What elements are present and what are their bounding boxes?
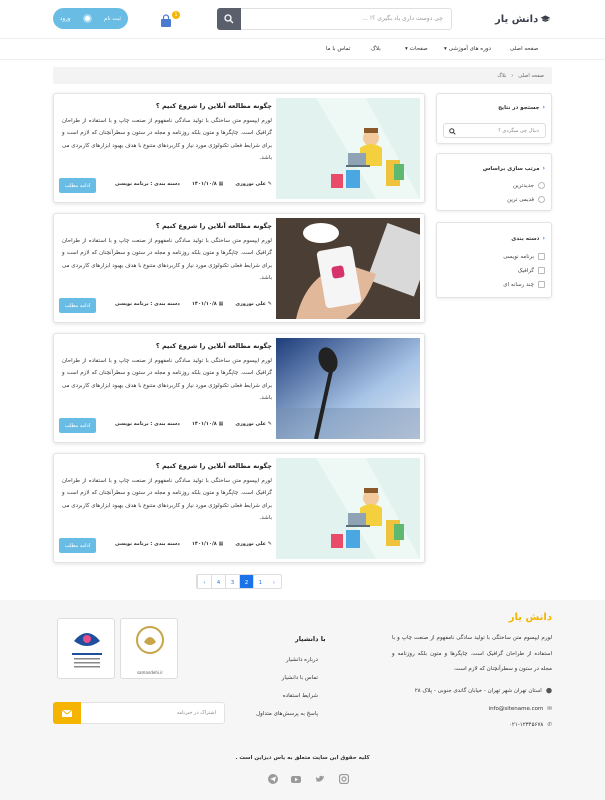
sort-option-newest[interactable]	[513, 182, 545, 189]
footer-link-about[interactable]: درباره دانشیار	[285, 657, 318, 663]
pagination	[196, 574, 282, 589]
post-meta	[115, 181, 272, 187]
post-category: دسته بندی : برنامه نویسی	[115, 541, 180, 547]
checkbox[interactable]	[538, 281, 545, 288]
twitter-icon[interactable]	[315, 774, 325, 784]
sidebar-sort-panel	[436, 153, 552, 211]
phone-icon: ✆	[547, 722, 552, 728]
phone-text: ۰۲۱-۱۲۳۴۵۶۷۸	[508, 722, 544, 728]
chevron-icon: ‹	[542, 235, 545, 242]
post-excerpt: لورم ایپسوم متن ساختگی با تولید سادگی نامفهوم از صنعت چاپ و با استفاده از طراحان گرافیک است. چاپگرها و متون بلکه روزنامه و مجله در ستون و سطرآنچنان که لازم است و برای شرایط فعلی تکنولوژی مورد نیاز و کاربردهای متنوع با هدف بهبود ابزارهای کاربردی می باشد.	[61, 118, 272, 161]
read-more-button[interactable]: ادامه مطلب	[59, 178, 96, 193]
pencil-icon: ✎	[267, 301, 272, 307]
footer-logo: دانش یار	[508, 612, 552, 623]
pencil-icon: ✎	[267, 421, 272, 427]
graduation-cap-icon	[540, 12, 551, 26]
page-link-active[interactable]: 2	[239, 575, 253, 589]
date-value: ۱۴۰۱/۱۰/۸	[191, 301, 217, 307]
post-date	[192, 541, 224, 547]
post-author	[235, 301, 272, 307]
search-button[interactable]	[217, 8, 241, 30]
date-value: ۱۴۰۱/۱۰/۸	[191, 541, 217, 547]
category-graphics[interactable]	[518, 267, 545, 274]
page-prev[interactable]: ‹	[197, 575, 211, 589]
main-nav	[0, 38, 605, 60]
post-author	[235, 541, 272, 547]
auth-button[interactable]	[53, 8, 128, 29]
breadcrumb-home[interactable]: صفحه اصلی	[518, 72, 544, 79]
footer-links-title: با دانشیار	[295, 635, 326, 643]
search-bar[interactable]	[217, 8, 452, 30]
post-card	[53, 213, 425, 323]
sidebar-sort-title	[483, 165, 545, 172]
sidebar-category-title-text: دسته بندی	[511, 235, 540, 242]
search-icon	[224, 14, 234, 24]
post-card	[53, 333, 425, 443]
sidebar-search-placeholder: دنبال چی میگردی ؟	[498, 128, 539, 134]
post-date	[192, 421, 224, 427]
telegram-icon[interactable]	[268, 774, 278, 784]
samandehi-label: samandehi.ir	[136, 670, 164, 675]
post-meta	[115, 541, 272, 547]
sidebar-sort-title-text: مرتب سازی براساس	[482, 165, 540, 172]
address-text: استان تهران شهر تهران - خیابان گاندی جنوبی - پلاک ۲۸	[414, 688, 542, 694]
nav-courses[interactable]	[442, 39, 491, 59]
radio-button[interactable]	[538, 182, 545, 189]
nav-contact[interactable]: تماس با ما	[326, 46, 351, 52]
location-icon: ⬤	[545, 688, 552, 694]
post-category: دسته بندی : برنامه نویسی	[115, 421, 180, 427]
footer-phone[interactable]	[509, 722, 552, 728]
author-name: علی نوروزی	[235, 181, 267, 187]
newsletter-submit-button[interactable]	[53, 702, 81, 724]
post-title[interactable]: چگونه مطالعه آنلاین را شروع کنیم ؟	[155, 342, 272, 350]
checkbox[interactable]	[538, 267, 545, 274]
email-text: info@sitename.com	[488, 706, 544, 712]
post-excerpt: لورم ایپسوم متن ساختگی با تولید سادگی نامفهوم از صنعت چاپ و با استفاده از طراحان گرافیک است. چاپگرها و متون بلکه روزنامه و مجله در ستون و سطرآنچنان که لازم است و برای شرایط فعلی تکنولوژی مورد نیاز و کاربردهای متنوع با هدف بهبود ابزارهای کاربردی می باشد.	[61, 478, 272, 521]
phone-in-hand-photo	[276, 218, 420, 319]
microphone-hall-photo	[276, 338, 420, 439]
sidebar-search-title	[498, 104, 545, 111]
calendar-icon: ▦	[218, 421, 224, 427]
calendar-icon: ▦	[218, 181, 224, 187]
sort-option-label: جدیدترین	[513, 182, 534, 189]
shopping-bag-icon	[159, 14, 173, 28]
page-link[interactable]: 1	[253, 575, 267, 589]
post-thumbnail[interactable]	[276, 338, 420, 439]
youtube-icon[interactable]	[291, 774, 301, 784]
divider-dot	[85, 16, 90, 21]
login-label[interactable]: ورود	[60, 15, 71, 22]
nav-pages[interactable]	[403, 39, 428, 59]
post-card	[53, 93, 425, 203]
nav-home[interactable]: صفحه اصلی	[510, 46, 539, 52]
post-thumbnail[interactable]	[276, 98, 420, 199]
search-input[interactable]: چی دوست داری یاد بگیری ؟! ...	[362, 15, 443, 22]
person-laptop-illustration	[276, 98, 420, 199]
footer-description: لورم ایپسوم متن ساختگی با تولید سادگی نامفهوم از صنعت چاپ و با استفاده از طراحان گرافیک است. چاپگرها و متون بلکه روزنامه و مجله در ستون و سطرآنچنان که لازم است.	[392, 635, 552, 672]
nav-pages-label: صفحات	[409, 46, 428, 52]
cart-count-badge: 1	[172, 11, 180, 19]
calendar-icon: ▦	[218, 541, 224, 547]
nav-courses-label: دوره های آموزشی	[448, 46, 491, 52]
post-card	[53, 453, 425, 563]
page-link[interactable]: 4	[211, 575, 225, 589]
chevron-icon: ‹	[542, 165, 545, 172]
radio-button[interactable]	[538, 196, 545, 203]
pencil-icon: ✎	[267, 181, 272, 187]
sidebar-search-panel	[436, 93, 552, 144]
sort-option-oldest[interactable]	[507, 196, 545, 203]
post-excerpt: لورم ایپسوم متن ساختگی با تولید سادگی نامفهوم از صنعت چاپ و با استفاده از طراحان گرافیک است. چاپگرها و متون بلکه روزنامه و مجله در ستون و سطرآنچنان که لازم است و برای شرایط فعلی تکنولوژی مورد نیاز و کاربردهای متنوع با هدف بهبود ابزارهای کاربردی می باشد.	[61, 358, 272, 401]
page-next[interactable]: ›	[272, 579, 276, 586]
site-logo[interactable]	[495, 9, 551, 29]
post-meta	[115, 301, 272, 307]
post-thumbnail[interactable]	[276, 458, 420, 559]
site-footer	[0, 600, 605, 800]
sidebar-search-title-text: جستجو در نتایج	[498, 104, 540, 111]
breadcrumb	[53, 67, 552, 84]
post-date	[192, 301, 224, 307]
post-category: دسته بندی : برنامه نویسی	[115, 301, 180, 307]
instagram-icon[interactable]	[339, 774, 349, 784]
sidebar-category-panel	[436, 222, 552, 298]
signup-label[interactable]: ثبت نام	[104, 15, 121, 22]
sidebar-category-title	[511, 235, 545, 242]
footer-link-faq[interactable]: پاسخ به پرسش‌های متداول	[256, 711, 318, 717]
post-category: دسته بندی : برنامه نویسی	[115, 181, 180, 187]
read-more-button[interactable]: ادامه مطلب	[59, 298, 96, 313]
checkbox[interactable]	[538, 253, 545, 260]
top-header	[0, 0, 605, 38]
post-excerpt: لورم ایپسوم متن ساختگی با تولید سادگی نامفهوم از صنعت چاپ و با استفاده از طراحان گرافیک است. چاپگرها و متون بلکه روزنامه و مجله در ستون و سطرآنچنان که لازم است و برای شرایط فعلی تکنولوژی مورد نیاز و کاربردهای متنوع با هدف بهبود ابزارهای کاربردی می باشد.	[61, 238, 272, 281]
breadcrumb-current: بلاگ	[497, 72, 507, 79]
post-title[interactable]: چگونه مطالعه آنلاین را شروع کنیم ؟	[155, 222, 272, 230]
read-more-button[interactable]: ادامه مطلب	[59, 418, 96, 433]
newsletter-form	[53, 702, 225, 724]
samandehi-logo-icon	[135, 625, 165, 655]
date-value: ۱۴۰۱/۱۰/۸	[191, 181, 217, 187]
author-name: علی نوروزی	[235, 541, 267, 547]
chevron-icon: ‹	[542, 104, 545, 111]
newsletter-input[interactable]: اشتراک در خبرنامه	[176, 710, 216, 716]
mail-icon	[62, 710, 72, 717]
nav-blog[interactable]: بلاگ	[371, 46, 381, 52]
sidebar-search-input[interactable]	[443, 123, 546, 138]
footer-link-contact[interactable]: تماس با دانشیار	[281, 675, 318, 681]
enamad-logo-icon	[68, 625, 106, 673]
page-link[interactable]: 3	[225, 575, 239, 589]
date-value: ۱۴۰۱/۱۰/۸	[191, 421, 217, 427]
calendar-icon: ▦	[218, 301, 224, 307]
author-name: علی نوروزی	[235, 421, 267, 427]
category-multimedia[interactable]	[503, 281, 545, 288]
post-title[interactable]: چگونه مطالعه آنلاین را شروع کنیم ؟	[155, 102, 272, 110]
enamad-badge[interactable]	[57, 618, 115, 679]
sort-option-label: قدیمی ترین	[507, 196, 534, 203]
post-author	[235, 181, 272, 187]
copyright: کلیه حقوق این سایت متعلق به یاس دیزاین است .	[235, 755, 370, 761]
footer-link-terms[interactable]: شرایط استفاده	[282, 693, 318, 699]
person-laptop-illustration	[276, 458, 420, 559]
post-title[interactable]: چگونه مطالعه آنلاین را شروع کنیم ؟	[155, 462, 272, 470]
mail-icon: ✉	[547, 706, 552, 712]
chevron-down-icon: ▾	[444, 46, 447, 52]
category-label: گرافیک	[517, 267, 534, 274]
read-more-button[interactable]: ادامه مطلب	[59, 538, 96, 553]
chevron-down-icon: ▾	[405, 46, 408, 52]
post-author	[235, 421, 272, 427]
samandehi-badge[interactable]	[120, 618, 178, 679]
pencil-icon: ✎	[267, 541, 272, 547]
post-meta	[115, 421, 272, 427]
chevron-left-icon: ‹	[511, 72, 514, 79]
footer-address	[415, 688, 552, 694]
search-icon[interactable]	[449, 128, 456, 135]
post-date	[192, 181, 224, 187]
category-label: چند رسانه ای	[503, 281, 534, 288]
post-thumbnail[interactable]	[276, 218, 420, 319]
category-programming[interactable]	[503, 253, 545, 260]
category-label: برنامه نویسی	[503, 253, 534, 260]
author-name: علی نوروزی	[235, 301, 267, 307]
logo-text: دانش یار	[495, 13, 539, 25]
footer-email[interactable]	[489, 706, 552, 712]
